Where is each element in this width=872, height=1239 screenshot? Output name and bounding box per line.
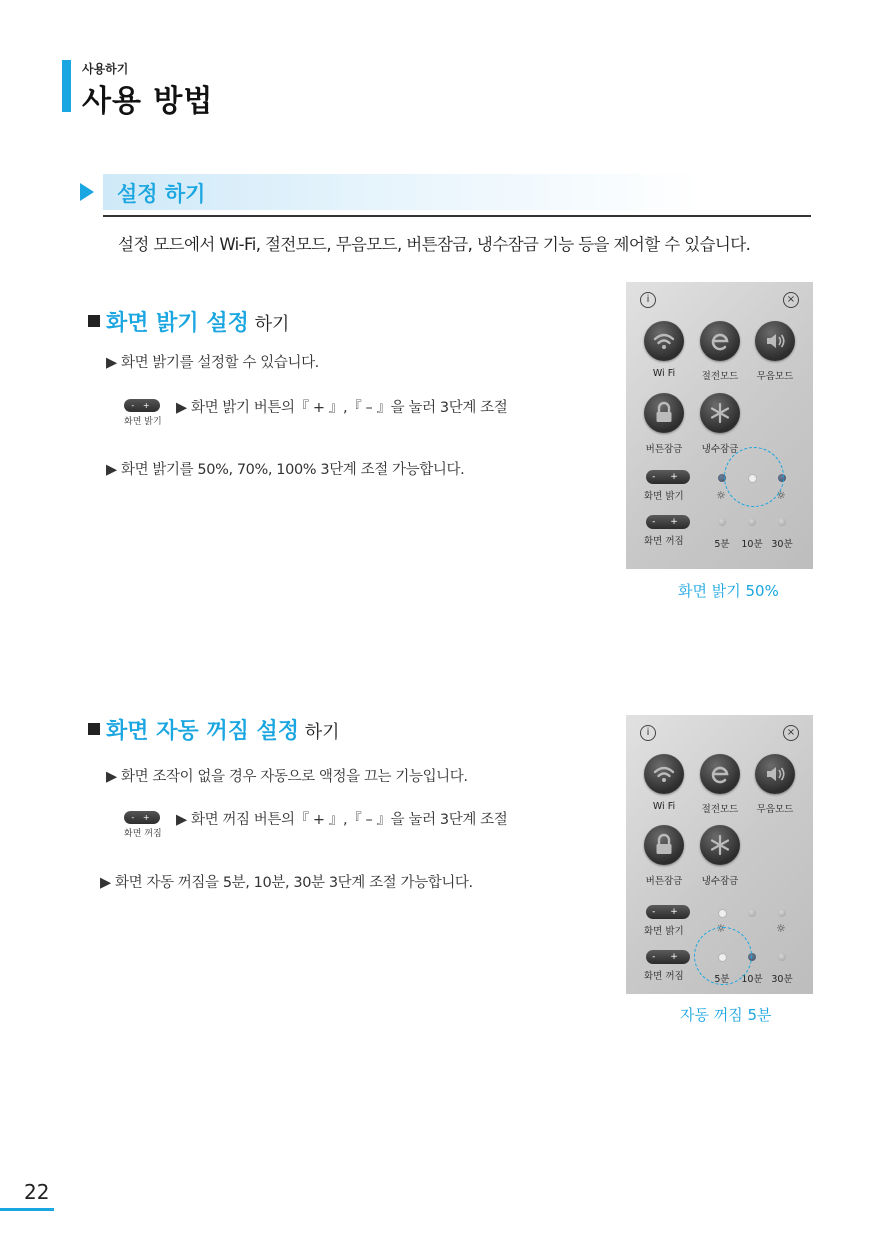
sun-bright-icon: ☼ bbox=[776, 489, 786, 502]
eco-mode-button[interactable] bbox=[700, 754, 740, 794]
sun-bright-icon: ☼ bbox=[776, 922, 786, 935]
timer-10-label: 10분 bbox=[741, 539, 763, 550]
highlight-circle bbox=[694, 927, 752, 985]
brightness-title-suffix: 하기 bbox=[248, 314, 290, 335]
screen-off-stepper[interactable]: - + bbox=[646, 515, 690, 529]
mute-label: 무음모드 bbox=[756, 371, 794, 382]
timer-30-dot bbox=[778, 953, 786, 961]
page-number-underline bbox=[0, 1208, 54, 1211]
eco-icon bbox=[700, 754, 740, 794]
screen-off-label: 화면 꺼짐 bbox=[644, 536, 684, 547]
autooff-pill-icon: - + bbox=[124, 811, 160, 824]
timer-5-label: 5분 bbox=[714, 539, 730, 550]
autooff-caption: 자동 꺼짐 5분 bbox=[680, 1006, 772, 1024]
autooff-bullet-1: ▶ 화면 조작이 없을 경우 자동으로 액정을 끄는 기능입니다. bbox=[106, 769, 468, 785]
brightness-label: 화면 밝기 bbox=[644, 491, 684, 502]
brightness-label: 화면 밝기 bbox=[644, 926, 684, 937]
eco-label: 절전모드 bbox=[701, 804, 739, 815]
cold-lock-label: 냉수잠금 bbox=[701, 876, 739, 887]
info-icon[interactable]: i bbox=[640, 725, 656, 741]
timer-10-label: 10분 bbox=[741, 974, 763, 985]
cold-water-lock-button[interactable] bbox=[700, 393, 740, 433]
square-bullet-icon bbox=[88, 315, 100, 327]
brightness-pill-icon: - + bbox=[124, 399, 160, 412]
highlight-circle bbox=[724, 447, 784, 507]
snowflake-icon bbox=[700, 393, 740, 433]
screen-off-stepper[interactable]: - + bbox=[646, 950, 690, 964]
brightness-level-2 bbox=[748, 909, 756, 917]
lock-icon bbox=[644, 393, 684, 433]
brightness-heading bbox=[106, 306, 289, 337]
autooff-pill-caption: 화면 꺼짐 bbox=[124, 829, 162, 839]
settings-panel-autooff bbox=[626, 715, 813, 994]
page-title: 사용 방법 bbox=[82, 84, 214, 119]
close-icon[interactable]: × bbox=[783, 292, 799, 308]
autooff-bullet-2: ▶ 화면 꺼짐 버튼의『 + 』,『 – 』을 눌러 3단계 조절 bbox=[176, 812, 508, 828]
brightness-stepper[interactable]: - + bbox=[646, 470, 690, 484]
timer-5-label: 5분 bbox=[714, 974, 730, 985]
wifi-button[interactable] bbox=[644, 754, 684, 794]
cold-lock-label: 냉수잠금 bbox=[701, 444, 739, 455]
section-arrow-icon bbox=[80, 183, 94, 201]
timer-10-dot bbox=[748, 518, 756, 526]
settings-panel-brightness bbox=[626, 282, 813, 569]
speaker-icon bbox=[755, 321, 795, 361]
section-intro: 설정 모드에서 Wi-Fi, 절전모드, 무음모드, 버튼잠금, 냉수잠금 기능 등을 제어할 수 있습니다. bbox=[118, 235, 751, 254]
header-subtitle: 사용하기 bbox=[82, 62, 129, 76]
mute-label: 무음모드 bbox=[756, 804, 794, 815]
eco-mode-button[interactable] bbox=[700, 321, 740, 361]
wifi-icon bbox=[644, 321, 684, 361]
section-title: 설정 하기 bbox=[117, 182, 206, 206]
cold-water-lock-button[interactable] bbox=[700, 825, 740, 865]
button-lock-button[interactable] bbox=[644, 393, 684, 433]
wifi-icon bbox=[644, 754, 684, 794]
sun-dim-icon: ☼ bbox=[716, 489, 726, 502]
sun-dim-icon: ☼ bbox=[716, 922, 726, 935]
timer-5-dot bbox=[718, 518, 726, 526]
brightness-bullet-1: ▶ 화면 밝기를 설정할 수 있습니다. bbox=[106, 355, 319, 371]
info-icon[interactable]: i bbox=[640, 292, 656, 308]
eco-label: 절전모드 bbox=[701, 371, 739, 382]
mute-mode-button[interactable] bbox=[755, 754, 795, 794]
lock-label: 버튼잠금 bbox=[645, 876, 683, 887]
brightness-stepper[interactable]: - + bbox=[646, 905, 690, 919]
close-icon[interactable]: × bbox=[783, 725, 799, 741]
wifi-label: Wi Fi bbox=[652, 801, 676, 812]
brightness-level-3 bbox=[778, 909, 786, 917]
brightness-caption: 화면 밝기 50% bbox=[678, 582, 779, 600]
brightness-pill-caption: 화면 밝기 bbox=[124, 417, 162, 427]
autooff-bullet-3: ▶ 화면 자동 꺼짐을 5분, 10분, 30분 3단계 조절 가능합니다. bbox=[100, 875, 473, 891]
autooff-heading bbox=[106, 714, 340, 745]
lock-icon bbox=[644, 825, 684, 865]
timer-30-label: 30분 bbox=[771, 539, 793, 550]
snowflake-icon bbox=[700, 825, 740, 865]
screen-off-label: 화면 꺼짐 bbox=[644, 971, 684, 982]
eco-icon bbox=[700, 321, 740, 361]
button-lock-button[interactable] bbox=[644, 825, 684, 865]
section-divider bbox=[103, 215, 811, 217]
timer-30-label: 30분 bbox=[771, 974, 793, 985]
brightness-bullet-3: ▶ 화면 밝기를 50%, 70%, 100% 3단계 조절 가능합니다. bbox=[106, 462, 465, 478]
brightness-bullet-2: ▶ 화면 밝기 버튼의『 + 』,『 – 』을 눌러 3단계 조절 bbox=[176, 400, 508, 416]
speaker-icon bbox=[755, 754, 795, 794]
header-accent-bar bbox=[62, 60, 71, 112]
page-number: 22 bbox=[24, 1180, 50, 1204]
lock-label: 버튼잠금 bbox=[645, 444, 683, 455]
mute-mode-button[interactable] bbox=[755, 321, 795, 361]
square-bullet-icon bbox=[88, 723, 100, 735]
wifi-button[interactable] bbox=[644, 321, 684, 361]
autooff-title-suffix: 하기 bbox=[299, 722, 340, 743]
brightness-title: 화면 밝기 설정 bbox=[106, 311, 249, 336]
brightness-level-1 bbox=[718, 909, 727, 918]
timer-30-dot bbox=[778, 518, 786, 526]
autooff-title: 화면 자동 꺼짐 설정 bbox=[106, 719, 299, 744]
wifi-label: Wi Fi bbox=[652, 368, 676, 379]
